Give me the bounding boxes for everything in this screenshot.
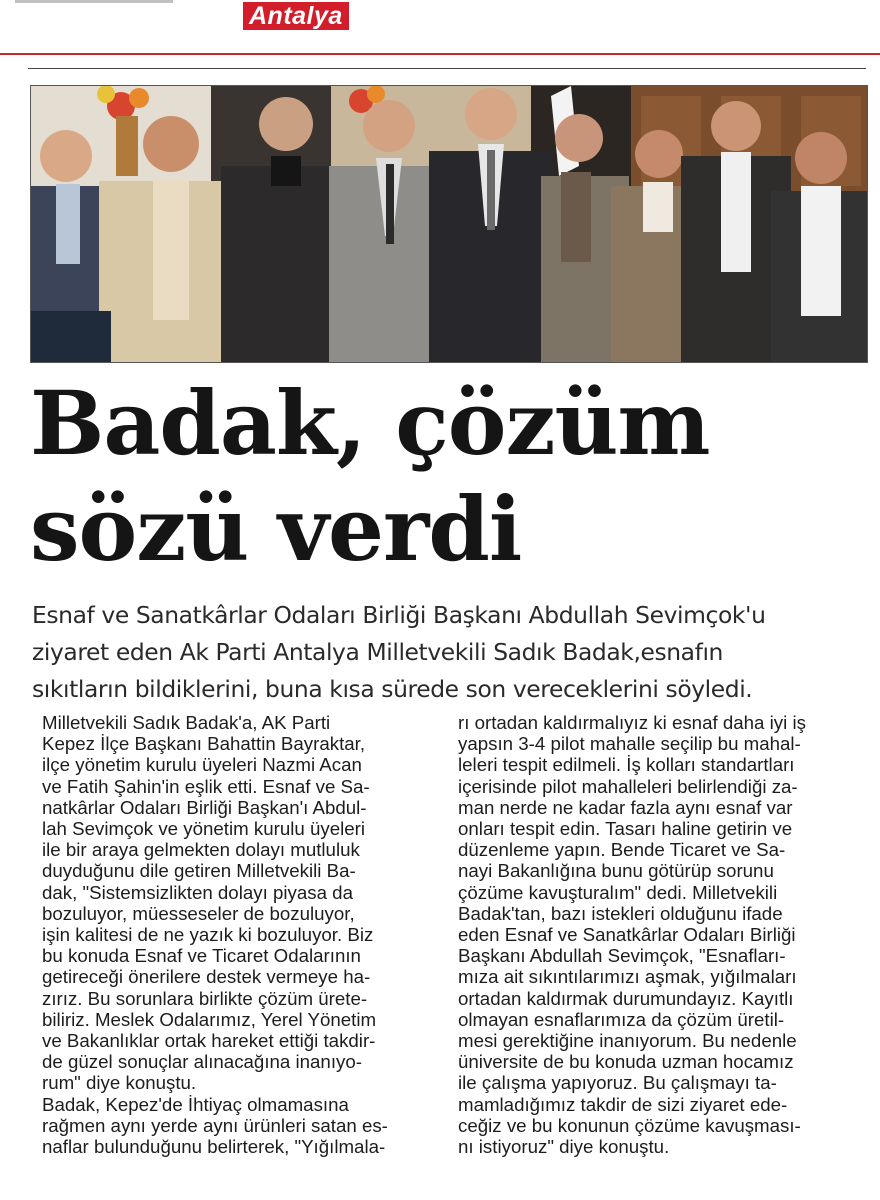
body-line: içerisinde pilot mahalleleri belirlendiği za- [458, 775, 798, 797]
body-line: leleri tespit edilmeli. İş kolları standartları [458, 754, 795, 776]
body-line: ve Fatih Şahin'in eşlik etti. Esnaf ve Sa- [42, 775, 370, 797]
lead-line: Esnaf ve Sanatkârlar Odaları Birliği Başkanı Abdullah Sevimçok'u [32, 601, 766, 629]
body-line: Badak, Kepez'de İhtiyaç olmamasına [42, 1093, 349, 1115]
body-line: mesi gerektiğine inanıyorum. Bu nedenle [458, 1030, 797, 1052]
body-line: mamladığımız takdir de sizi ziyaret ede- [458, 1093, 788, 1115]
body-line: Badak'tan, bazı istekleri olduğunu ifade [458, 902, 783, 924]
body-line: lah Sevimçok ve yönetim kurulu üyeleri [42, 818, 366, 840]
body-line: bu konuda Esnaf ve Ticaret Odalarının [42, 945, 361, 967]
page-header [0, 0, 880, 70]
body-line: nayi Bakanlığına bunu götürüp sorunu [458, 860, 774, 882]
body-line: de güzel sonuçlar alınacağına inanıyo- [42, 1051, 362, 1073]
body-line: getireceği önerilere destek vermeye ha- [42, 966, 371, 988]
body-line: bozuluyor, müesseseler de bozuluyor, [42, 902, 355, 924]
body-column-left [42, 712, 442, 1157]
header-red-rule [0, 53, 880, 55]
body-line: man nerde ne kadar fazla aynı esnaf var [458, 796, 793, 818]
body-line: zırız. Bu sorunlara birlikte çözüm ürete- [42, 987, 368, 1009]
headline [30, 370, 870, 582]
body-line: Kepez İlçe Başkanı Bahattin Bayraktar, [42, 733, 366, 755]
headline-line-1: Badak, çözüm [30, 371, 710, 475]
section-label: Antalya [249, 2, 343, 30]
body-line: eden Esnaf ve Sanatkârlar Odaları Birliği [458, 924, 796, 946]
body-line: onları tespit edin. Tasarı haline getirin ve [458, 818, 793, 840]
body-line: ve Bakanlıklar ortak hareket ettiği takdir- [42, 1030, 376, 1052]
body-line: ile çalışma yapıyoruz. Bu çalışmayı ta- [458, 1072, 777, 1094]
body-line: ortadan kaldırmak durumundayız. Kayıtlı [458, 987, 794, 1009]
body-line: işin kalitesi de ne yazık ki bozuluyor. Biz [42, 924, 374, 946]
body-line: ilçe yönetim kurulu üyeleri Nazmi Acan [42, 754, 362, 776]
body-line: ile bir araya gelmekten dolayı mutluluk [42, 839, 360, 861]
header-rule [28, 68, 866, 69]
body-line: olmayan esnaflarımıza da çözüm üretil- [458, 1008, 785, 1030]
body-line: rum" diye konuştu. [42, 1072, 197, 1094]
body-line: üniversite de bu konuda uzman hocamız [458, 1051, 794, 1073]
body-line: yapsın 3-4 pilot mahalle seçilip bu mahal- [458, 733, 801, 755]
body-line: Başkanı Abdullah Sevimçok, "Esnafları- [458, 945, 786, 967]
news-photo [30, 85, 868, 363]
body-line: nı istiyoruz" diye konuştu. [458, 1136, 670, 1158]
body-line: rağmen aynı yerde aynı ürünleri satan es- [42, 1114, 388, 1136]
group-photo-illustration [31, 86, 867, 362]
body-line: ceğiz ve bu konunun çözüme kavuşması- [458, 1114, 801, 1136]
lead-line: sıkıtların bildiklerini, buna kısa sürede son vereceklerini söyledi. [32, 675, 753, 703]
body-column-right [458, 712, 868, 1157]
body-line: naflar bulunduğunu belirterek, "Yığılmala- [42, 1136, 386, 1158]
lead-paragraph [32, 597, 868, 708]
body-line: duyduğunu dile getiren Milletvekili Ba- [42, 860, 356, 882]
lead-line: ziyaret eden Ak Parti Antalya Milletvekili Sadık Badak,esnafın [32, 638, 723, 666]
body-line: çözüme kavuşturalım" dedi. Milletvekili [458, 881, 778, 903]
body-line: mıza ait sıkıntılarımızı aşmak, yığılmaları [458, 966, 797, 988]
headline-line-2: sözü verdi [30, 477, 522, 581]
body-line: natkârlar Odaları Birliği Başkan'ı Abdul- [42, 796, 367, 818]
section-label-box [243, 2, 349, 30]
body-line: biliriz. Meslek Odalarımız, Yerel Yönetim [42, 1008, 377, 1030]
body-line: dak, "Sistemsizlikten dolayı piyasa da [42, 881, 353, 903]
body-line: Milletvekili Sadık Badak'a, AK Parti [42, 712, 331, 733]
body-line: düzenleme yapın. Bende Ticaret ve Sa- [458, 839, 786, 861]
body-line: rı ortadan kaldırmalıyız ki esnaf daha iyi iş [458, 712, 806, 733]
